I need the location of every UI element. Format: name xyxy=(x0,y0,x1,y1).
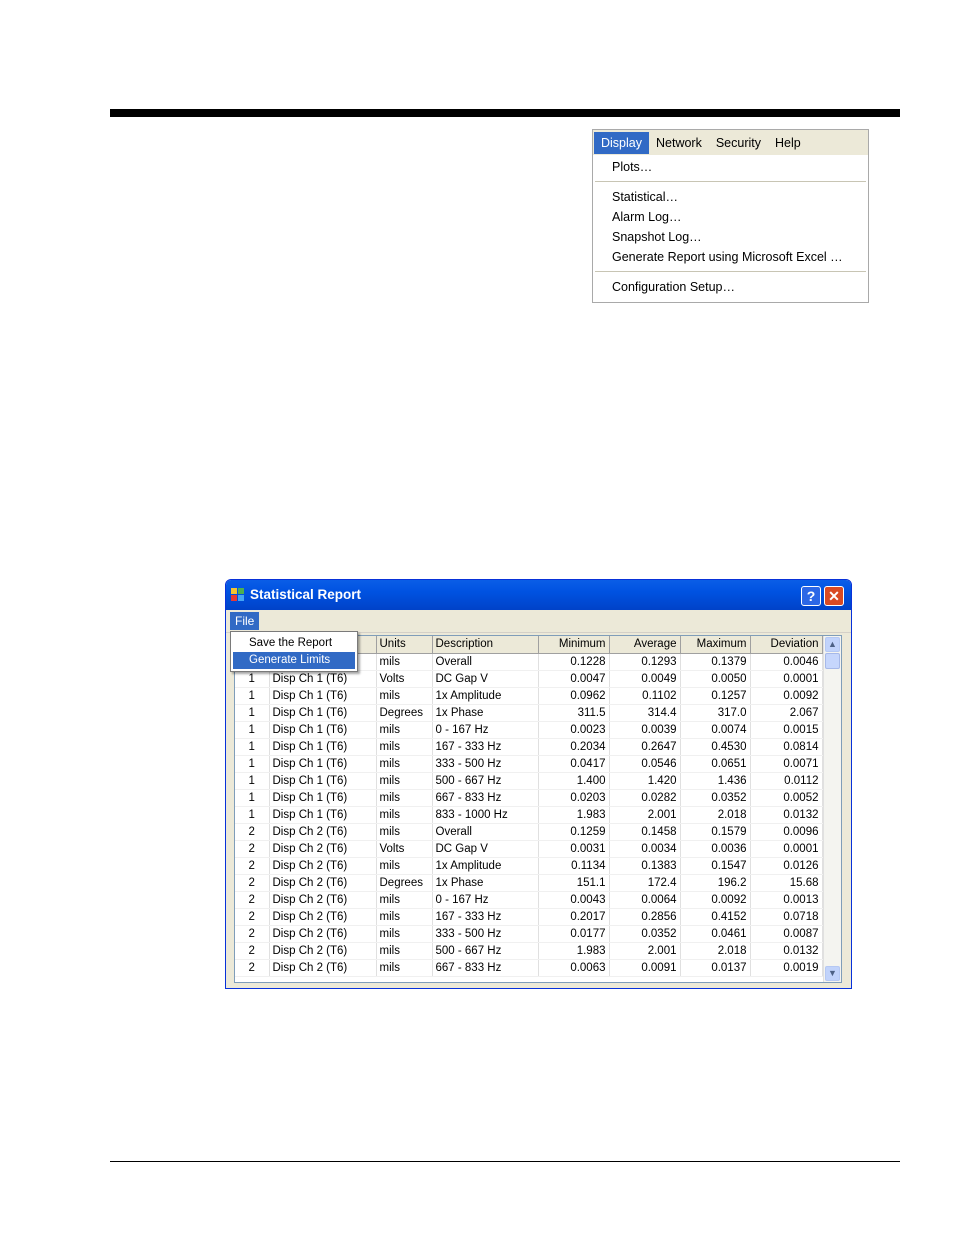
table-cell: 0.0023 xyxy=(538,721,609,738)
table-cell: 0.1579 xyxy=(680,823,750,840)
menu-item-configuration-setup[interactable]: Configuration Setup… xyxy=(612,280,735,294)
table-cell: 0.0013 xyxy=(750,891,822,908)
table-cell: 0.0074 xyxy=(680,721,750,738)
table-cell: 172.4 xyxy=(609,874,680,891)
table-cell: 0.0091 xyxy=(609,959,680,976)
table-cell: 0.2647 xyxy=(609,738,680,755)
table-cell: 0.0718 xyxy=(750,908,822,925)
table-cell: mils xyxy=(376,738,432,755)
bottom-rule xyxy=(110,1161,900,1162)
table-cell: 0.0962 xyxy=(538,687,609,704)
table-cell: 0.0050 xyxy=(680,670,750,687)
table-cell: 833 - 1000 Hz xyxy=(432,806,538,823)
generate-limits-item[interactable]: Generate Limits xyxy=(233,652,355,669)
table-cell: 1x Phase xyxy=(432,704,538,721)
table-cell: 1 xyxy=(235,687,269,704)
table-cell: mils xyxy=(376,687,432,704)
table-cell: 0.0137 xyxy=(680,959,750,976)
table-cell: mils xyxy=(376,806,432,823)
table-cell: 0.1134 xyxy=(538,857,609,874)
table-cell: mils xyxy=(376,857,432,874)
table-cell: 0.0015 xyxy=(750,721,822,738)
table-cell: 2 xyxy=(235,925,269,942)
save-report-item[interactable]: Save the Report xyxy=(249,637,333,649)
table-cell: 0.1259 xyxy=(538,823,609,840)
table-cell: Disp Ch 2 (T6) xyxy=(269,840,376,857)
table-cell: 2.018 xyxy=(680,942,750,959)
table-cell: 1x Amplitude xyxy=(432,687,538,704)
menu-separator xyxy=(595,181,866,182)
menu-file[interactable]: File xyxy=(230,612,259,630)
table-cell: 0.0071 xyxy=(750,755,822,772)
table-cell: Volts xyxy=(376,670,432,687)
table-row[interactable] xyxy=(235,789,822,806)
table-row[interactable] xyxy=(235,772,822,789)
table-cell: 2 xyxy=(235,942,269,959)
menu-item-alarm-log[interactable]: Alarm Log… xyxy=(612,210,682,224)
table-cell: Disp Ch 1 (T6) xyxy=(269,755,376,772)
table-cell: 1 xyxy=(235,670,269,687)
table-cell: 0.0546 xyxy=(609,755,680,772)
table-cell: mils xyxy=(376,772,432,789)
table-cell: 0.0126 xyxy=(750,857,822,874)
window-menubar xyxy=(226,610,851,633)
statistics-table-area xyxy=(234,635,842,983)
table-cell: 196.2 xyxy=(680,874,750,891)
table-cell: 0.0112 xyxy=(750,772,822,789)
table-cell: 167 - 333 Hz xyxy=(432,738,538,755)
table-cell: 1x Phase xyxy=(432,874,538,891)
table-cell: 1 xyxy=(235,738,269,755)
table-row[interactable] xyxy=(235,840,822,857)
table-cell: 0.0203 xyxy=(538,789,609,806)
menu-item-plots[interactable]: Plots… xyxy=(612,160,653,174)
menu-item-snapshot-log[interactable]: Snapshot Log… xyxy=(612,230,702,244)
scroll-up-icon[interactable]: ▲ xyxy=(825,637,840,652)
menu-help[interactable]: Help xyxy=(775,135,801,150)
table-cell: 0.1228 xyxy=(538,653,609,670)
menu-security[interactable]: Security xyxy=(715,135,761,150)
table-cell: 2 xyxy=(235,874,269,891)
table-cell: 333 - 500 Hz xyxy=(432,755,538,772)
table-cell: mils xyxy=(376,823,432,840)
table-cell: 1 xyxy=(235,806,269,823)
table-row[interactable] xyxy=(235,959,822,976)
table-row[interactable] xyxy=(235,721,822,738)
table-cell: 2.001 xyxy=(609,806,680,823)
table-cell: Disp Ch 2 (T6) xyxy=(269,891,376,908)
table-cell: 2 xyxy=(235,959,269,976)
display-menu-screenshot xyxy=(592,129,869,303)
table-cell: 2.018 xyxy=(680,806,750,823)
table-cell: 314.4 xyxy=(609,704,680,721)
table-cell: Disp Ch 1 (T6) xyxy=(269,704,376,721)
table-cell: 0.0352 xyxy=(609,925,680,942)
table-cell: 0.4152 xyxy=(680,908,750,925)
table-cell: Disp Ch 2 (T6) xyxy=(269,874,376,891)
menu-item-generate-report[interactable]: Generate Report using Microsoft Excel … xyxy=(612,250,843,264)
table-row[interactable] xyxy=(235,806,822,823)
table-cell: Disp Ch 2 (T6) xyxy=(269,942,376,959)
scroll-thumb[interactable] xyxy=(825,653,840,669)
table-cell: 0.0001 xyxy=(750,670,822,687)
table-cell: 0.1547 xyxy=(680,857,750,874)
table-cell: 333 - 500 Hz xyxy=(432,925,538,942)
table-cell: Degrees xyxy=(376,704,432,721)
table-cell: 0.0282 xyxy=(609,789,680,806)
table-row[interactable] xyxy=(235,823,822,840)
scroll-down-icon[interactable]: ▼ xyxy=(825,966,840,981)
table-cell: 0.4530 xyxy=(680,738,750,755)
table-cell: Overall xyxy=(432,823,538,840)
table-cell: 1.436 xyxy=(680,772,750,789)
table-cell: 151.1 xyxy=(538,874,609,891)
table-row[interactable] xyxy=(235,755,822,772)
table-cell: 0.0031 xyxy=(538,840,609,857)
table-cell: 0.1293 xyxy=(609,653,680,670)
table-cell: 0.2017 xyxy=(538,908,609,925)
table-cell: 0.0096 xyxy=(750,823,822,840)
column-header[interactable]: Average xyxy=(609,636,680,653)
table-cell: Disp Ch 2 (T6) xyxy=(269,925,376,942)
table-cell: 1 xyxy=(235,704,269,721)
table-cell: 0.1257 xyxy=(680,687,750,704)
table-row[interactable] xyxy=(235,857,822,874)
table-cell: 2 xyxy=(235,840,269,857)
table-cell: 1.983 xyxy=(538,806,609,823)
table-cell: 167 - 333 Hz xyxy=(432,908,538,925)
table-cell: 667 - 833 Hz xyxy=(432,959,538,976)
table-cell: Disp Ch 1 (T6) xyxy=(269,738,376,755)
column-header[interactable]: Units xyxy=(376,636,432,653)
table-cell: 0.0092 xyxy=(680,891,750,908)
table-cell: mils xyxy=(376,755,432,772)
table-cell: Degrees xyxy=(376,874,432,891)
help-button[interactable]: ? xyxy=(801,586,821,606)
table-cell: 0.0019 xyxy=(750,959,822,976)
table-cell: 1 xyxy=(235,789,269,806)
table-cell: 667 - 833 Hz xyxy=(432,789,538,806)
table-cell: 0.0092 xyxy=(750,687,822,704)
table-cell: 0.1379 xyxy=(680,653,750,670)
table-cell: 0.0132 xyxy=(750,806,822,823)
menu-separator xyxy=(595,271,866,272)
table-cell: Disp Ch 1 (T6) xyxy=(269,687,376,704)
statistical-report-window xyxy=(225,579,852,989)
table-cell: 0.2034 xyxy=(538,738,609,755)
table-row[interactable] xyxy=(235,687,822,704)
table-cell: 1.420 xyxy=(609,772,680,789)
table-cell: 0.0052 xyxy=(750,789,822,806)
table-cell: 0.0132 xyxy=(750,942,822,959)
column-header[interactable]: Description xyxy=(432,636,538,653)
table-cell: 0.0049 xyxy=(609,670,680,687)
table-cell: 2 xyxy=(235,891,269,908)
table-cell: 0.0034 xyxy=(609,840,680,857)
table-cell: 1.400 xyxy=(538,772,609,789)
table-cell: 15.68 xyxy=(750,874,822,891)
window-title: Statistical Report xyxy=(250,587,362,602)
table-cell: 0.0001 xyxy=(750,840,822,857)
table-row[interactable] xyxy=(235,908,822,925)
table-cell: Disp Ch 2 (T6) xyxy=(269,959,376,976)
table-cell: 0.0461 xyxy=(680,925,750,942)
table-cell: 0.0064 xyxy=(609,891,680,908)
table-cell: 0.2856 xyxy=(609,908,680,925)
table-cell: DC Gap V xyxy=(432,670,538,687)
table-cell: mils xyxy=(376,942,432,959)
menubar xyxy=(593,130,868,156)
table-cell: 0.0814 xyxy=(750,738,822,755)
table-cell: 2.001 xyxy=(609,942,680,959)
table-cell: 0 - 167 Hz xyxy=(432,721,538,738)
table-cell: Overall xyxy=(432,653,538,670)
table-cell: Disp Ch 1 (T6) xyxy=(269,721,376,738)
table-cell: 0.0177 xyxy=(538,925,609,942)
table-row[interactable] xyxy=(235,925,822,942)
statistics-table xyxy=(235,636,823,977)
table-cell: 0.0651 xyxy=(680,755,750,772)
table-row[interactable] xyxy=(235,670,822,687)
title-bar[interactable] xyxy=(226,580,851,610)
table-cell: 2 xyxy=(235,823,269,840)
table-cell: 2.067 xyxy=(750,704,822,721)
menu-item-statistical[interactable]: Statistical… xyxy=(612,190,678,204)
table-cell: mils xyxy=(376,789,432,806)
table-cell: 0.0087 xyxy=(750,925,822,942)
table-cell: 0.0043 xyxy=(538,891,609,908)
table-body xyxy=(235,653,822,976)
app-icon xyxy=(231,588,245,602)
table-cell: Disp Ch 2 (T6) xyxy=(269,823,376,840)
table-cell: 0.0417 xyxy=(538,755,609,772)
menu-network[interactable]: Network xyxy=(656,135,702,150)
table-cell: Disp Ch 1 (T6) xyxy=(269,772,376,789)
table-cell: Volts xyxy=(376,840,432,857)
table-cell: mils xyxy=(376,891,432,908)
table-cell: 2 xyxy=(235,908,269,925)
menu-display[interactable]: Display xyxy=(594,132,649,154)
table-row[interactable] xyxy=(235,874,822,891)
table-cell: 0.0036 xyxy=(680,840,750,857)
table-cell: 0.0047 xyxy=(538,670,609,687)
table-row[interactable] xyxy=(235,738,822,755)
column-header[interactable]: Deviation xyxy=(750,636,822,653)
table-cell: 311.5 xyxy=(538,704,609,721)
table-cell: Disp Ch 2 (T6) xyxy=(269,857,376,874)
vertical-scrollbar[interactable] xyxy=(823,636,841,982)
table-cell: 0.1383 xyxy=(609,857,680,874)
column-header[interactable]: Maximum xyxy=(680,636,750,653)
table-cell: 2 xyxy=(235,857,269,874)
table-cell: 1.983 xyxy=(538,942,609,959)
column-header[interactable]: Minimum xyxy=(538,636,609,653)
table-cell: 1 xyxy=(235,721,269,738)
table-cell: mils xyxy=(376,653,432,670)
table-cell: 0.0352 xyxy=(680,789,750,806)
table-row[interactable] xyxy=(235,891,822,908)
table-cell: Disp Ch 1 (T6) xyxy=(269,670,376,687)
table-row[interactable] xyxy=(235,942,822,959)
table-cell: 0.0046 xyxy=(750,653,822,670)
table-cell: DC Gap V xyxy=(432,840,538,857)
table-cell: 1x Amplitude xyxy=(432,857,538,874)
table-cell: mils xyxy=(376,959,432,976)
table-cell: Disp Ch 1 (T6) xyxy=(269,789,376,806)
close-button[interactable]: ✕ xyxy=(824,586,844,606)
table-cell: Disp Ch 1 (T6) xyxy=(269,806,376,823)
table-cell: 0.0063 xyxy=(538,959,609,976)
table-cell: 317.0 xyxy=(680,704,750,721)
top-rule xyxy=(110,109,900,117)
display-dropdown xyxy=(593,155,868,302)
table-cell: 1 xyxy=(235,755,269,772)
table-cell: mils xyxy=(376,925,432,942)
table-cell: 1 xyxy=(235,772,269,789)
table-cell: 500 - 667 Hz xyxy=(432,772,538,789)
table-cell: 0 - 167 Hz xyxy=(432,891,538,908)
table-cell: 500 - 667 Hz xyxy=(432,942,538,959)
table-row[interactable] xyxy=(235,704,822,721)
table-cell: mils xyxy=(376,908,432,925)
file-dropdown xyxy=(230,631,358,672)
table-cell: 0.1458 xyxy=(609,823,680,840)
table-cell: 0.0039 xyxy=(609,721,680,738)
table-cell: Disp Ch 2 (T6) xyxy=(269,908,376,925)
table-cell: 0.1102 xyxy=(609,687,680,704)
table-cell: mils xyxy=(376,721,432,738)
